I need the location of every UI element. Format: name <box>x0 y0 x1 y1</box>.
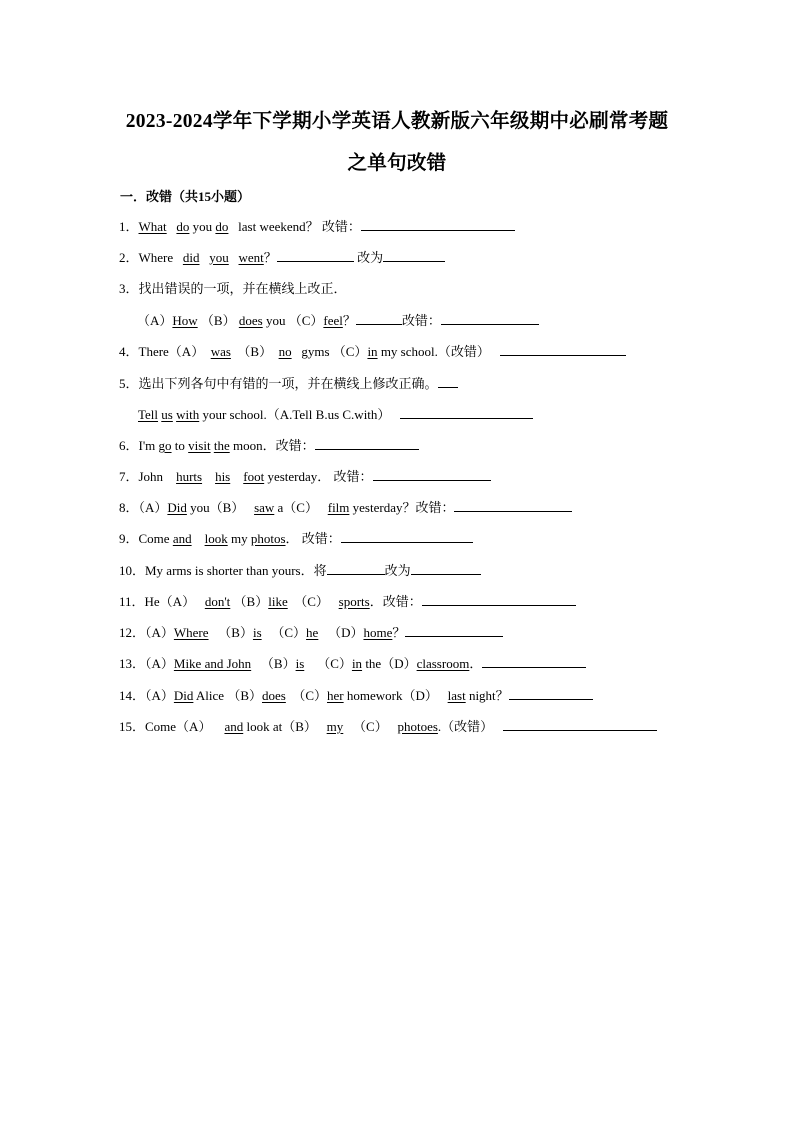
answer-blank[interactable] <box>454 499 572 512</box>
answer-blank[interactable] <box>509 687 593 700</box>
question-5-sentence: Tell us with your school.（A.Tell B.us C.with） <box>138 406 533 423</box>
question-6: 6．I'm go to visit the moon．改错： <box>119 437 419 454</box>
answer-blank[interactable] <box>503 718 657 731</box>
question-10: 10．My arms is shorter than yours．将 改为 <box>119 562 481 579</box>
question-9: 9．Come and look my photos． 改错： <box>119 530 473 547</box>
answer-blank[interactable] <box>405 624 503 637</box>
answer-blank[interactable] <box>482 655 586 668</box>
question-11: 11．He（A） don't （B）like （C） sports．改错： <box>119 593 576 610</box>
question-5: 5．选出下列各句中有错的一项，并在横线上修改正确。 <box>119 375 458 392</box>
question-4: 4．There（A） was （B） no gyms （C）in my school.（改错） <box>119 343 626 360</box>
answer-blank[interactable] <box>383 249 445 262</box>
question-2: 2．Where did you went？ 改为 <box>119 249 445 266</box>
answer-blank[interactable] <box>341 530 473 543</box>
question-1: 1．What do you do last weekend？ 改错： <box>119 218 515 235</box>
answer-blank[interactable] <box>327 562 385 575</box>
answer-blank[interactable] <box>277 249 354 262</box>
answer-blank[interactable] <box>411 562 481 575</box>
question-15: 15．Come（A） and look at（B） my （C） photoes.（改错） <box>119 718 657 735</box>
document-title-line1: 2023-2024学年下学期小学英语人教新版六年级期中必刷常考题 <box>125 111 669 132</box>
answer-blank[interactable] <box>361 218 515 231</box>
answer-blank[interactable] <box>400 406 533 419</box>
answer-blank[interactable] <box>315 437 419 450</box>
question-14: 14．（A）Did Alice （B）does （C）her homework（D） last night？ <box>119 687 593 704</box>
question-12: 12．（A）Where （B）is （C）he （D）home？ <box>119 624 503 641</box>
question-3-sentence: （A）How （B） does you （C）feel？ 改错： <box>137 312 539 329</box>
document-title-line2: 之单句改错 <box>347 153 447 174</box>
answer-blank[interactable] <box>373 468 491 481</box>
answer-blank[interactable] <box>441 312 539 325</box>
answer-blank[interactable] <box>356 312 402 325</box>
answer-blank[interactable] <box>438 375 458 388</box>
answer-blank[interactable] <box>500 343 626 356</box>
question-7: 7．John hurts his foot yesterday． 改错： <box>119 468 491 485</box>
section-heading: 一．改错（共15小题） <box>120 189 251 204</box>
question-3: 3．找出错误的一项，并在横线上改正． <box>119 281 347 296</box>
question-13: 13．（A）Mike and John （B）is （C）in the（D）classroom． <box>119 655 586 672</box>
answer-blank[interactable] <box>422 593 576 606</box>
question-8: 8．（A）Did you（B） saw a（C） film yesterday？改错： <box>119 499 572 516</box>
